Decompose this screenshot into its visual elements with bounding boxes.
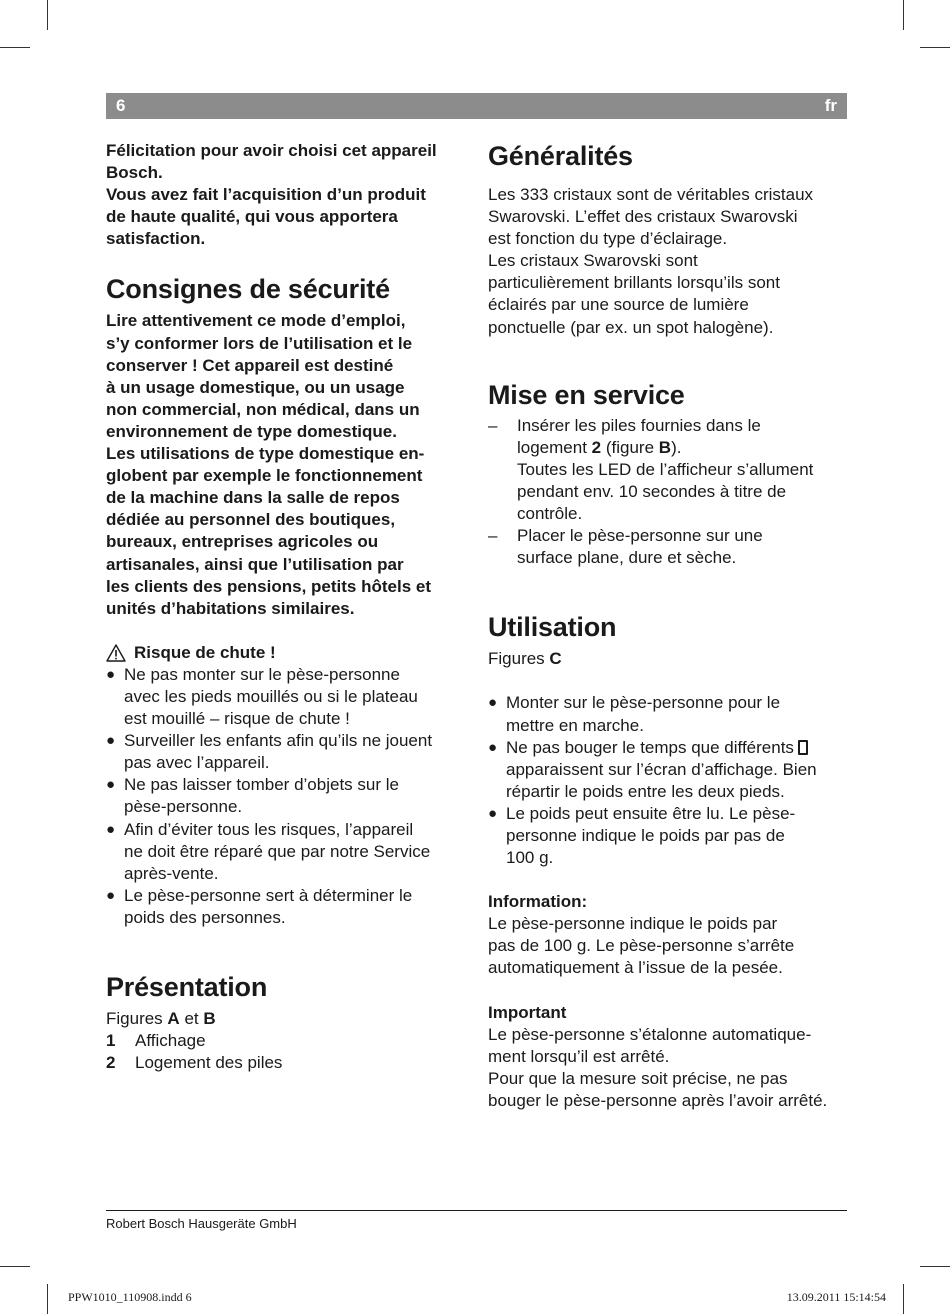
intro-line: de haute qualité, qui vous apportera [106, 207, 398, 227]
intro-line: Vous avez fait l’acquisition d’un produit [106, 185, 426, 205]
info-line: Le pèse-personne indique le poids par [488, 914, 778, 934]
segment-display-icon [798, 740, 808, 755]
general-line: Les 333 cristaux sont de véritables cristaux [488, 185, 814, 204]
part-number: 1 [106, 1031, 116, 1051]
safety-heading: Consignes de sécurité [106, 274, 390, 305]
crop-mark [920, 1266, 950, 1267]
usage-heading: Utilisation [488, 612, 617, 643]
list-line: est mouillé – risque de chute ! [124, 709, 350, 729]
important-line: ment lorsqu’il est arrêté. [488, 1046, 670, 1066]
list-line: contrôle. [517, 504, 583, 524]
crop-mark [47, 0, 48, 30]
part-number: 2 [106, 1053, 116, 1073]
list-item [106, 730, 468, 774]
list-line: ● Ne pas laisser tomber d’objets sur le [124, 775, 399, 795]
safety-line: environnement de type domestique. [106, 421, 397, 441]
figure-a: A [167, 1009, 180, 1028]
list-line: poids des personnes. [124, 907, 286, 927]
presentation-heading: Présentation [106, 972, 268, 1002]
intro-line: Bosch. [106, 163, 163, 183]
warning-title [106, 642, 468, 664]
safety-line: unités d’habitations similaires. [106, 598, 355, 618]
general-line: est fonction du type d’éclairage. [488, 229, 728, 249]
safety-line: globent par exemple le fonctionnement [106, 466, 423, 486]
list-item [106, 885, 468, 929]
part-label: Affichage [135, 1031, 206, 1051]
text-run: (figure [601, 437, 659, 457]
safety-text [106, 310, 468, 619]
intro-line: satisfaction. [106, 229, 206, 249]
crop-mark [920, 47, 950, 48]
text-run: logement [517, 437, 592, 457]
print-file-info: PPW1010_110908.indd 6 [68, 1290, 192, 1304]
figures-reference [106, 1008, 468, 1030]
figure-c: C [549, 649, 562, 669]
list-line: ● Le poids peut ensuite être lu. Le pèse- [506, 803, 796, 823]
text-run: 2 [591, 437, 602, 457]
list-line: 100 g. [506, 848, 554, 868]
important-title: Important [488, 1002, 567, 1022]
general-line: éclairés par une source de lumière [488, 295, 749, 315]
list-line: – Insérer les piles fournies dans le [517, 415, 761, 435]
list-line: surface plane, dure et sèche. [517, 548, 737, 568]
list-item [106, 774, 468, 818]
list-line [517, 437, 850, 459]
list-item [106, 819, 468, 885]
right-column [488, 140, 850, 1112]
general-line: Les cristaux Swarovski sont [488, 251, 698, 271]
list-line: ● Ne pas monter sur le pèse-personne [124, 664, 400, 684]
text-run: B [658, 437, 672, 457]
crop-mark [0, 47, 30, 48]
list-line: ● Le pèse-personne sert à déterminer le [124, 885, 413, 905]
safety-line: à un usage domestique, ou un usage [106, 377, 405, 397]
safety-line: Les utilisations de type domestique en- [106, 444, 425, 464]
list-line [506, 737, 850, 759]
usage-figures [488, 648, 850, 670]
list-line: ● Surveiller les enfants afin qu’ils ne jouent [124, 731, 433, 751]
text-run: ). [671, 437, 682, 457]
list-line: pas avec l’appareil. [124, 753, 270, 773]
figures-prefix: Figures [488, 649, 545, 669]
general-text [488, 184, 850, 339]
safety-line: Lire attentivement ce mode d’emploi, [106, 311, 406, 331]
general-heading: Généralités [488, 141, 633, 171]
warning-triangle-icon [106, 644, 126, 662]
info-line: automatiquement à l’issue de la pesée. [488, 958, 783, 978]
crop-mark [903, 1284, 904, 1314]
safety-line: conserver ! Cet appareil est destiné [106, 355, 394, 375]
list-item [488, 692, 850, 736]
page-number: 6 [116, 96, 126, 115]
list-item [106, 664, 468, 730]
print-date-info: 13.09.2011 15:14:54 [786, 1290, 886, 1304]
intro-line: Félicitation pour avoir choisi cet appareil [106, 141, 437, 160]
important-text [488, 1024, 850, 1112]
intro-text [106, 140, 468, 250]
list-line: pèse-personne. [124, 797, 243, 817]
safety-line: non commercial, non médical, dans un [106, 399, 420, 419]
usage-list [488, 692, 850, 869]
list-line: Toutes les LED de l’afficheur s’allument [517, 459, 814, 479]
list-item [488, 737, 850, 803]
list-item [106, 1030, 468, 1052]
figures-and: et [184, 1009, 199, 1028]
service-heading: Mise en service [488, 379, 685, 410]
info-line: pas de 100 g. Le pèse-personne s’arrête [488, 936, 795, 956]
list-line: – Placer le pèse-personne sur une [517, 526, 763, 546]
list-item [488, 415, 850, 525]
list-line: personne indique le poids par pas de [506, 825, 785, 845]
list-line: ● Monter sur le pèse-personne pour le [506, 693, 781, 713]
list-item [106, 1052, 468, 1074]
list-line: répartir le poids entre les deux pieds. [506, 781, 785, 801]
list-item [488, 803, 850, 869]
important-line: bouger le pèse-personne après l’avoir arrêté. [488, 1090, 828, 1110]
text-run: Ne pas bouger le temps que différents [506, 737, 794, 757]
crop-mark [47, 1284, 48, 1314]
list-line: mettre en marche. [506, 715, 644, 735]
list-line: pendant env. 10 secondes à titre de [517, 481, 787, 501]
info-title: Information: [488, 892, 588, 912]
figures-prefix: Figures [106, 1009, 163, 1028]
language-code: fr [824, 96, 837, 115]
important-line: Pour que la mesure soit précise, ne pas [488, 1068, 788, 1088]
page-header-bar [106, 93, 847, 119]
important-line: Le pèse-personne s’étalonne automatique- [488, 1024, 812, 1044]
safety-line: artisanales, ainsi que l’utilisation par [106, 554, 404, 574]
warning-title-text: Risque de chute ! [134, 642, 276, 662]
safety-line: dédiée au personnel des boutiques, [106, 510, 396, 530]
list-line: apparaissent sur l’écran d’affichage. Bien [506, 759, 817, 779]
list-line: ● Afin d’éviter tous les risques, l’appareil [124, 819, 414, 839]
general-line: Swarovski. L’effet des cristaux Swarovski [488, 207, 798, 227]
safety-line: les clients des pensions, petits hôtels et [106, 576, 431, 596]
general-line: ponctuelle (par ex. un spot halogène). [488, 317, 774, 337]
footer-divider [106, 1210, 847, 1211]
footer-company: Robert Bosch Hausgeräte GmbH [106, 1216, 297, 1231]
safety-line: bureaux, entreprises agricoles ou [106, 532, 379, 552]
list-line: ne doit être réparé que par notre Service [124, 841, 431, 861]
figure-b: B [203, 1009, 216, 1028]
crop-mark [0, 1266, 30, 1267]
crop-mark [903, 0, 904, 30]
warning-list [106, 664, 468, 929]
service-list [488, 415, 850, 570]
parts-list [106, 1030, 468, 1074]
general-line: particulièrement brillants lorsqu’ils sont [488, 273, 780, 293]
list-item [488, 525, 850, 569]
part-label: Logement des piles [135, 1053, 283, 1073]
safety-line: de la machine dans la salle de repos [106, 488, 400, 508]
left-column [106, 140, 468, 1074]
list-line: après-vente. [124, 863, 219, 883]
info-text [488, 913, 850, 979]
list-line: avec les pieds mouillés ou si le plateau [124, 686, 418, 706]
safety-line: s’y conformer lors de l’utilisation et le [106, 333, 413, 353]
